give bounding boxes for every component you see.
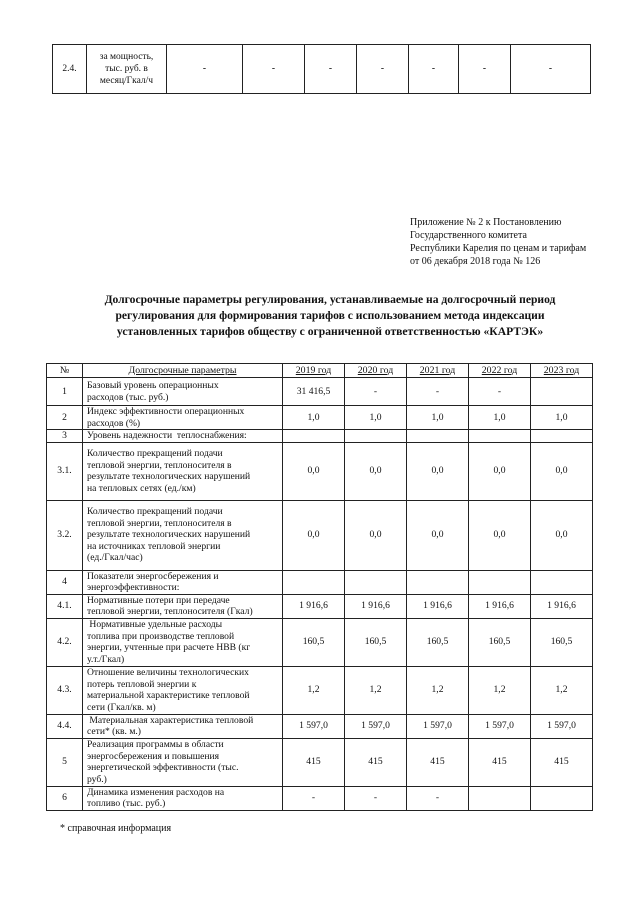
description-line: Динамика изменения расходов на [87,786,225,798]
value-cell: 1,2 [469,666,531,714]
value-cell [531,570,593,594]
description-line: энергии, учтенные при расчете НВВ (кг [87,642,251,653]
parameter-description [83,786,283,810]
description-line: на тепловых сетях (ед./км) [87,482,196,494]
description-line: энергоэффективности: [87,582,180,593]
value-cell: - [345,378,407,406]
description-line: результате технологических нарушений [87,471,251,482]
table-row [47,594,593,618]
value-cell: 0,0 [283,500,345,570]
table-row [47,378,593,406]
description-line: результате технологических нарушений [87,529,251,541]
description-line: Количество прекращений подачи [87,448,223,459]
appendix-line: Государственного комитета [410,230,527,241]
value-cell: 1,0 [407,406,469,430]
value-cell: 0,0 [469,500,531,570]
value-cell: 0,0 [469,442,531,500]
footnote: * справочная информация [60,823,172,834]
parameter-description [83,618,283,666]
value-cell [283,430,345,443]
description-line: материальной характеристике тепловой [87,690,250,701]
description-line: расходов (тыс. руб.) [87,391,169,403]
value-cell: 160,5 [345,618,407,666]
value-cell: 1 916,6 [283,594,345,618]
description-line: Нормативные удельные расходы [87,619,223,630]
parameter-description [83,406,283,430]
row-number: 3 [47,430,83,443]
value-cell: 415 [345,738,407,786]
description-line: энергетической эффективности (тыс. [87,762,239,773]
row-number: 6 [47,786,83,810]
title-line: установленных тарифов обществу с ограниченной ответственностью «КАРТЭК» [116,325,544,338]
value-cell: - [305,45,357,94]
description-line: Показатели энергосбережения и [87,570,219,582]
header-parameters: Долгосрочные параметры [83,364,283,378]
title-line: Долгосрочные параметры регулирования, устанавливаемые на долгосрочный период [104,293,556,306]
value-cell: 0,0 [345,500,407,570]
value-cell: - [511,45,591,94]
value-cell: 1 597,0 [407,714,469,738]
description-line: тепловой энергии, теплоносителя (Гкал) [87,606,253,617]
appendix-line: Приложение № 2 к Постановлению [410,217,562,228]
parameter-description [83,594,283,618]
value-cell: 1 597,0 [469,714,531,738]
value-cell: 160,5 [531,618,593,666]
value-cell: 0,0 [531,500,593,570]
table-row [47,430,593,443]
description-line: топливо (тыс. руб.) [87,798,166,809]
appendix-reference [410,216,610,268]
table-row [47,738,593,786]
value-cell [407,570,469,594]
description-line: руб.) [87,773,107,785]
description-line: энергосбережения и повышения [87,750,220,762]
value-cell: 0,0 [531,442,593,500]
description-line: сети* (кв. м.) [87,726,142,737]
description-line: Количество прекращений подачи [87,506,223,518]
description-line: топлива при производстве тепловой [87,630,235,642]
value-cell: 1 916,6 [469,594,531,618]
parameter-description [83,378,283,406]
header-row [47,364,593,378]
description-line: на источниках тепловой энергии [87,540,221,552]
value-cell: 415 [531,738,593,786]
value-cell: 1 916,6 [345,594,407,618]
table-row [47,570,593,594]
description-line: потерь тепловой энергии к [87,678,197,690]
table-row [47,406,593,430]
parameter-description [83,430,283,443]
value-cell: 0,0 [407,500,469,570]
value-cell: - [345,786,407,810]
value-cell: 1 597,0 [283,714,345,738]
title-line: регулирования для формирования тарифов с использованием метода индексации [115,309,545,322]
parameters-table [46,363,593,811]
table-row [47,666,593,714]
value-cell: - [357,45,409,94]
value-cell: - [283,786,345,810]
parameter-description [83,442,283,500]
value-cell [531,430,593,443]
value-cell: - [459,45,511,94]
value-cell: 160,5 [283,618,345,666]
row-label: за мощность, тыс. руб. в месяц/Гкал/ч [87,45,167,94]
value-cell [469,430,531,443]
description-line: Индекс эффективности операционных [87,406,245,417]
table-row [47,618,593,666]
previous-table-fragment [52,44,591,94]
value-cell: - [469,378,531,406]
row-number: 1 [47,378,83,406]
value-cell: 1,0 [283,406,345,430]
table-row [47,442,593,500]
parameter-description [83,570,283,594]
parameter-description [83,714,283,738]
value-cell: 415 [283,738,345,786]
value-cell: 1 916,6 [407,594,469,618]
table-row [47,714,593,738]
value-cell [345,430,407,443]
description-line: (ед./Гкал/час) [87,552,143,564]
value-cell: - [407,786,469,810]
value-cell [469,786,531,810]
description-line: Материальная характеристика тепловой [87,714,254,726]
value-cell: 31 416,5 [283,378,345,406]
row-number: 4 [47,570,83,594]
description-line: Базовый уровень операционных [87,380,219,391]
description-line: у.т./Гкал) [87,653,125,665]
row-number: 5 [47,738,83,786]
header-year: 2022 год [469,364,531,378]
row-number: 2 [47,406,83,430]
value-cell [531,378,593,406]
value-cell: 0,0 [345,442,407,500]
value-cell: 0,0 [407,442,469,500]
table-row [47,786,593,810]
parameter-description [83,738,283,786]
value-cell: 1,2 [283,666,345,714]
value-cell: 1,0 [531,406,593,430]
value-cell: 0,0 [283,442,345,500]
appendix-line: от 06 декабря 2018 года № 126 [410,256,541,267]
description-line: расходов (%) [87,417,141,429]
row-number: 3.2. [47,500,83,570]
description-line: тепловой энергии, теплоносителя в [87,459,232,471]
appendix-line: Республики Карелия по ценам и тарифам [410,243,587,254]
description-line: сети (Гкал/кв. м) [87,701,156,713]
description-line: Нормативные потери при передаче [87,594,230,606]
row-number: 4.2. [47,618,83,666]
value-cell: 1,2 [407,666,469,714]
row-number: 4.4. [47,714,83,738]
value-cell [283,570,345,594]
description-line: тепловой энергии, теплоносителя в [87,517,232,529]
value-cell: - [243,45,305,94]
value-cell: 1 597,0 [531,714,593,738]
description-line: Уровень надежности теплоснабжения: [87,430,247,441]
value-cell: 1,2 [531,666,593,714]
value-cell: 160,5 [469,618,531,666]
header-year: 2020 год [345,364,407,378]
value-cell: - [409,45,459,94]
value-cell: 1 916,6 [531,594,593,618]
row-number: 4.1. [47,594,83,618]
header-year: 2023 год [531,364,593,378]
value-cell: - [167,45,243,94]
description-line: Реализация программы в области [87,739,224,750]
table-row [47,500,593,570]
value-cell: 1,0 [345,406,407,430]
header-num: № [47,364,83,378]
table-row [53,45,591,94]
value-cell: 415 [469,738,531,786]
value-cell: - [407,378,469,406]
value-cell [345,570,407,594]
parameter-description [83,500,283,570]
value-cell [531,786,593,810]
row-number: 4.3. [47,666,83,714]
header-year: 2021 год [407,364,469,378]
value-cell: 1,2 [345,666,407,714]
value-cell [407,430,469,443]
header-year: 2019 год [283,364,345,378]
row-number: 2.4. [53,45,87,94]
value-cell: 160,5 [407,618,469,666]
value-cell: 415 [407,738,469,786]
value-cell: 1 597,0 [345,714,407,738]
document-title [60,292,600,340]
value-cell: 1,0 [469,406,531,430]
parameter-description [83,666,283,714]
row-number: 3.1. [47,442,83,500]
value-cell [469,570,531,594]
description-line: Отношение величины технологических [87,667,249,678]
